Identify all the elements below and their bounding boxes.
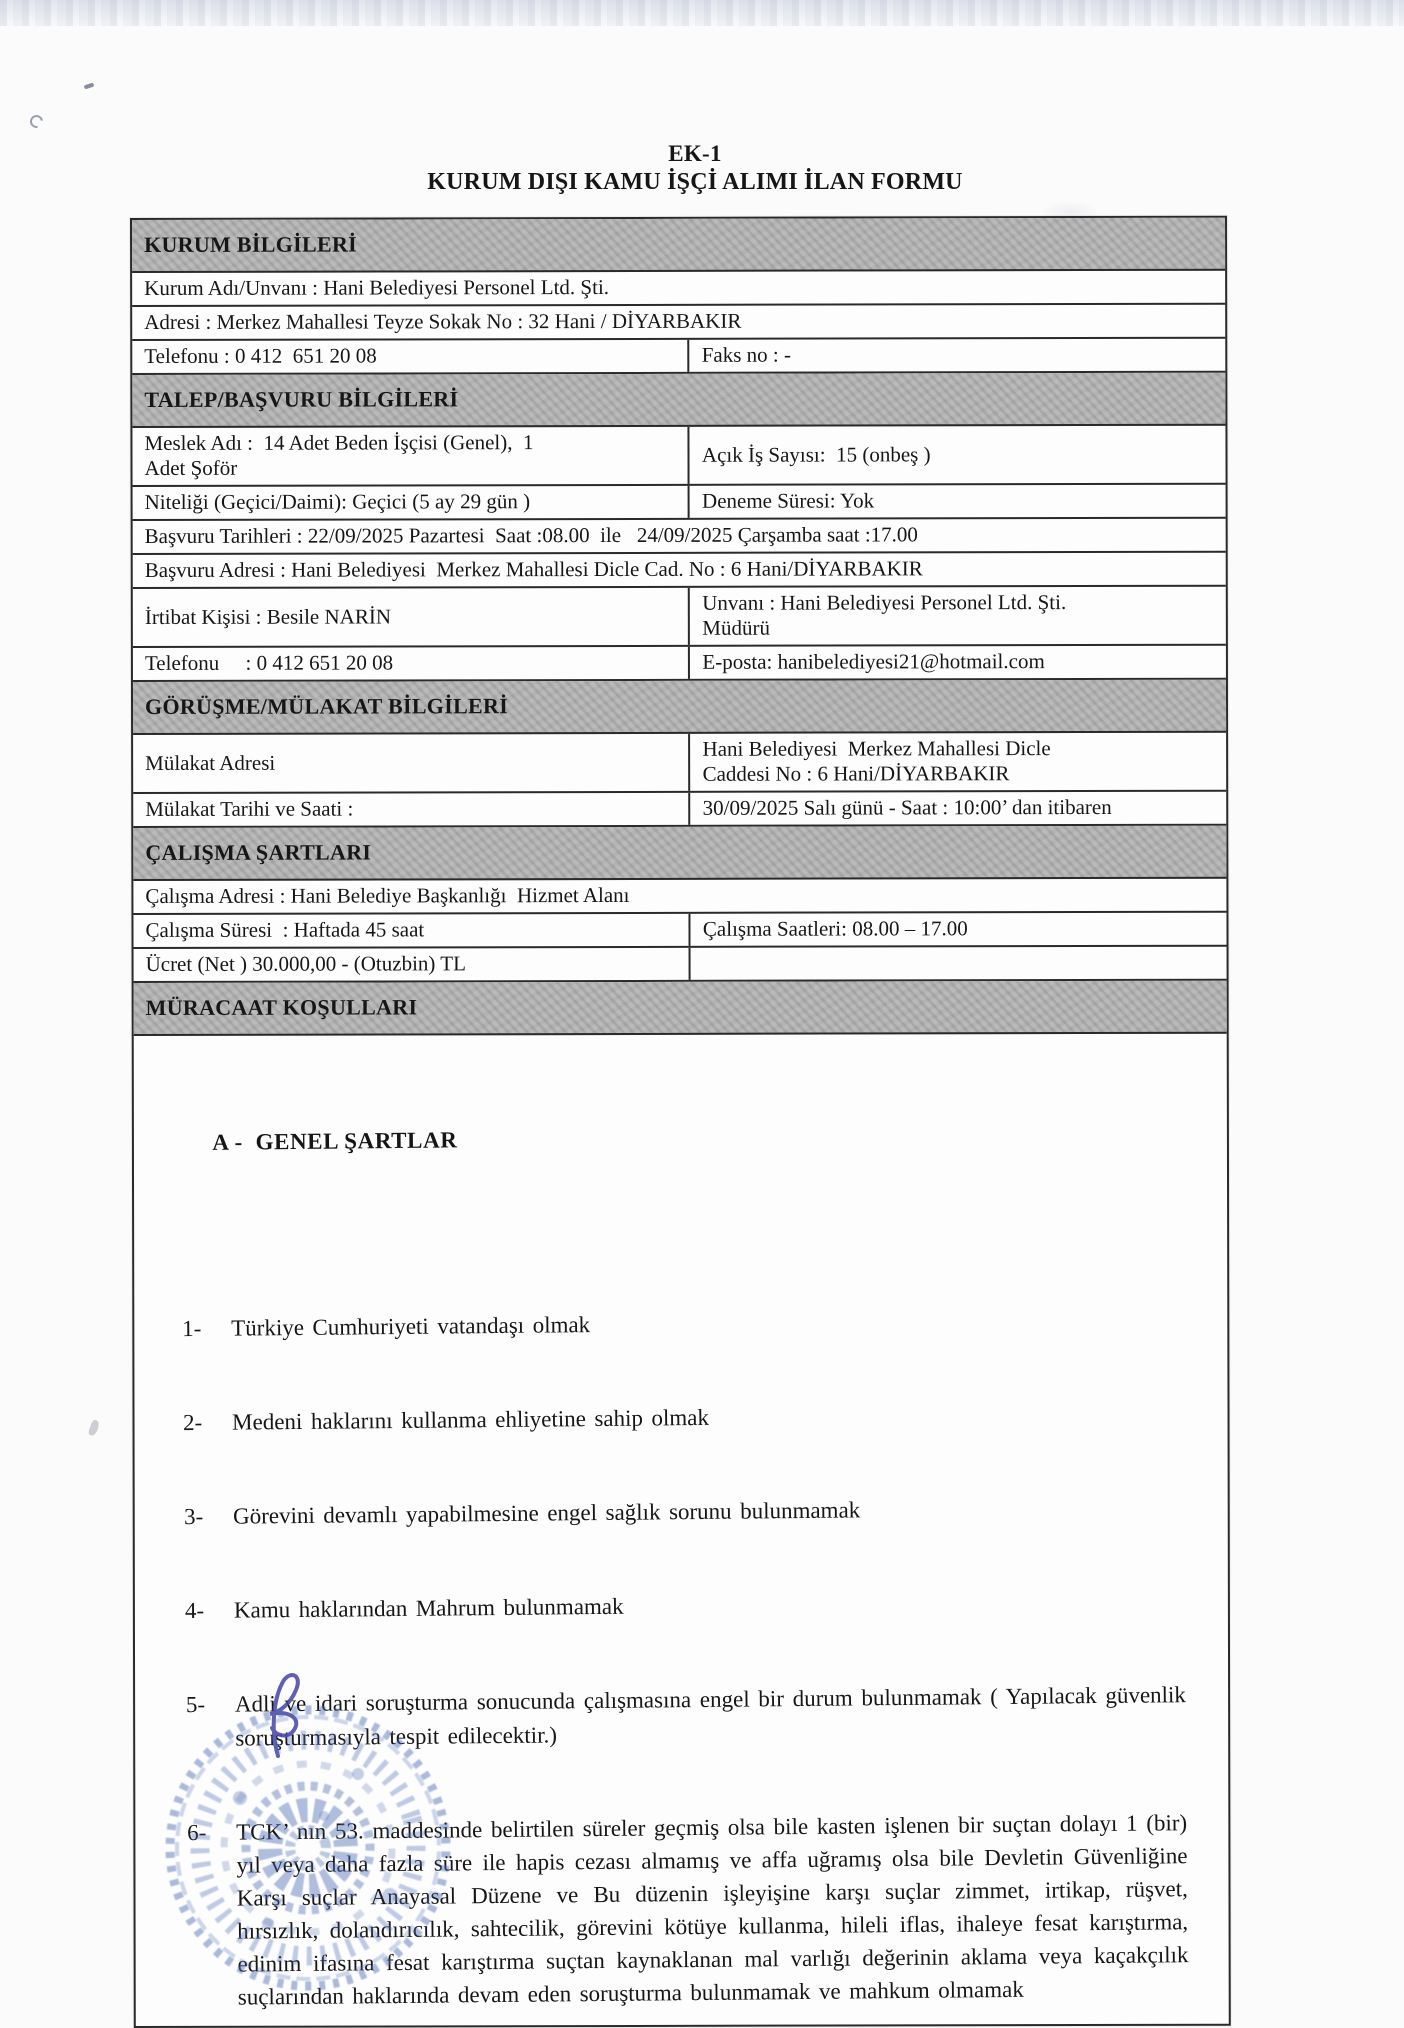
field-meslek-adi: Meslek Adı : 14 Adet Beden İşçisi (Genel), 1 Adet Şoför [132,427,690,485]
field-telefonu: Telefonu : 0 412 651 20 08 [132,340,689,373]
condition-text: Türkiye Cumhuriyeti vatandaşı olmak [231,1312,591,1341]
field-basvuru-adresi: Başvuru Adresi : Hani Belediyesi Merkez Mahallesi Dicle Cad. No : 6 Hani/DİYARBAKIR [144,556,923,582]
section-header-talep-basvuru: TALEP/BAŞVURU BİLGİLERİ [132,373,1225,428]
general-conditions-heading: A - GENEL ŞARTLAR [212,1127,458,1155]
form-title: KURUM DIŞI KAMU İŞÇİ ALIMI İLAN FORMU [427,169,963,195]
condition-text: Adli ve idari soruşturma sonucunda çalışmasına engel bir durum bulunmamak ( Yapılacak güvenlik soruşturmasıyla tespit edilecektir.) [234,1682,1195,1751]
table-row [132,426,1225,487]
field-ucret-empty [691,947,1227,980]
field-niteligi: Niteliği (Geçici/Daimi): Geçici (5 ay 29 gün ) [133,486,690,519]
table-row [134,947,1227,983]
condition-text: Kamu haklarından Mahrum bulunmamak [233,1594,624,1623]
field-calisma-suresi: Çalışma Süresi : Haftada 45 saat [133,914,690,947]
table-row [132,271,1225,307]
condition-item [182,1302,1182,1345]
table-row [133,646,1226,682]
scan-artifact-top-strip [0,0,1404,26]
table-row [133,792,1226,828]
table-row [133,733,1226,794]
table-row [133,519,1226,555]
condition-number: 6- [187,1819,207,1845]
condition-text: Görevini devamlı yapabilmesine engel sağlık sorunu bulunmamak [232,1497,861,1529]
condition-item [185,1585,1185,1628]
condition-number: 5- [185,1692,206,1718]
official-stamp [148,1688,468,2008]
table-row [133,913,1226,949]
field-telefonu-2: Telefonu : 0 412 651 20 08 [133,647,690,680]
field-eposta: E-posta: hanibelediyesi21@hotmail.com [702,649,1045,674]
table-row [133,553,1226,589]
condition-number: 1- [182,1315,202,1342]
scan-artifact-smudge [88,1419,101,1437]
document-header [0,141,1390,196]
condition-number: 4- [184,1598,205,1624]
field-deneme-suresi: Deneme Süresi: Yok [701,488,875,513]
section-header-muracaat-kosullari: MÜRACAAT KOŞULLARI [134,981,1227,1036]
field-basvuru-tarihleri: Başvuru Tarihleri : 22/09/2025 Pazartesi Saat :08.00 ile 24/09/2025 Çarşamba saat :17.00 [144,522,918,548]
field-mulakat-tarihi-label: Mülakat Tarihi ve Saati : [133,793,690,826]
scan-artifact-mark [27,112,45,130]
scan-artifact-mark [84,83,95,90]
condition-number: 3- [183,1504,204,1530]
section-header-calisma-sartlari: ÇALIŞMA ŞARTLARI [133,826,1226,881]
field-calisma-saatleri: Çalışma Saatleri: 08.00 – 17.00 [702,916,968,941]
condition-item [183,1396,1183,1439]
section-header-kurum-bilgileri: KURUM BİLGİLERİ [132,218,1225,273]
condition-text: Medeni haklarını kullanma ehliyetine sahip olmak [231,1405,710,1435]
field-calisma-adresi: Çalışma Adresi : Hani Belediye Başkanlığı Hizmet Alanı [145,882,630,908]
field-unvani: Unvanı : Hani Belediyesi Personel Ltd. Şti. Müdürü [702,590,1067,640]
condition-text: TCK’ nın 53. maddesinde belirtilen süreler geçmiş olsa bile kasten işlenen bir suçtan dolayı 1 (bir) yıl veya daha fazla süre ile hapis cezası almamış ve affa uğramış olsa bile Devletin Güvenliğine Karşı suçlar Anayasal Düzene ve Bu düzenin işleyişine karşı suçlar zimmet, irtikap, rüşvet, hırsızlık, dolandırıcılık, sahtecilik, görevini kötüye kullanma, hileli iflas, ihaleye fesat karıştırma, edinim ifasına fesat karıştırma suçtan kaynaklanan mal varlığı değerinin aklama veya kaçakçılık suçlarından haklarında devam eden soruşturma bulunmamak ve mahkum olmamak [236,1809,1198,2010]
field-ucret: Ücret (Net ) 30.000,00 - (Otuzbin) TL [134,948,691,981]
field-faks-no: Faks no : - [701,342,791,367]
condition-number: 2- [182,1410,203,1436]
table-row [133,879,1226,915]
field-kurum-adi-unvani: Kurum Adı/Unvanı : Hani Belediyesi Personel Ltd. Şti. [144,274,610,300]
table-row [133,485,1226,521]
field-mulakat-tarihi-value: 30/09/2025 Salı günü - Saat : 10:00’ dan itibaren [702,794,1112,820]
table-row [133,587,1226,648]
field-mulakat-adresi-value: Hani Belediyesi Merkez Mahallesi Dicle Caddesi No : 6 Hani/DİYARBAKIR [702,736,1051,786]
table-row [132,339,1225,375]
attachment-label: EK-1 [668,141,722,166]
field-acik-is-sayisi: Açık İş Sayısı: 15 (onbeş ) [701,441,931,467]
condition-item [184,1490,1184,1533]
table-row [132,305,1225,341]
field-adresi: Adresi : Merkez Mahallesi Teyze Sokak No : 32 Hani / DİYARBAKIR [144,308,742,334]
section-header-gorusme-mulakat: GÖRÜŞME/MÜLAKAT BİLGİLERİ [133,680,1226,735]
field-mulakat-adresi-label: Mülakat Adresi [133,734,691,792]
field-irtibat-kisisi: İrtibat Kişisi : Besile NARİN [133,588,691,646]
